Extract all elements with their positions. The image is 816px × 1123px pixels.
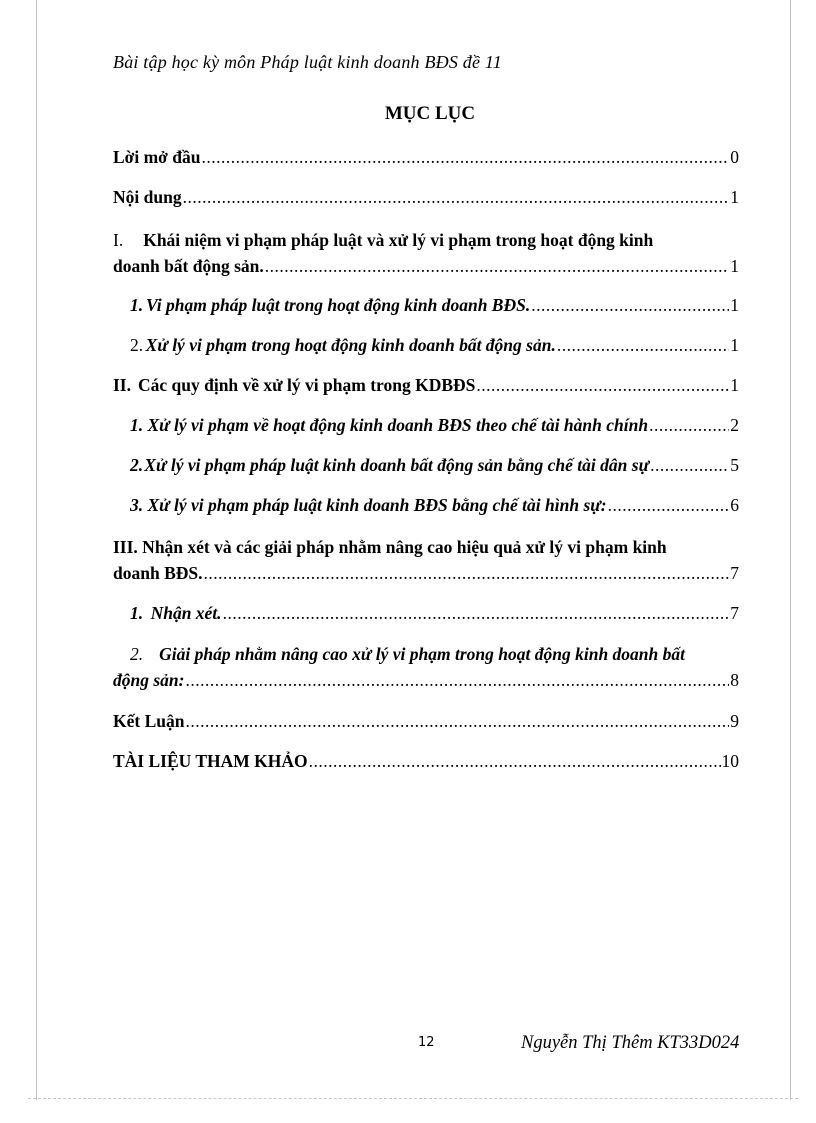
- item-number: 2.: [130, 455, 144, 475]
- leader-dots: [265, 253, 729, 279]
- leader-dots: [204, 560, 730, 586]
- footer-author: Nguyễn Thị Thêm KT33D024: [521, 1033, 740, 1053]
- page-number: 5: [730, 455, 739, 475]
- page-number: 1: [730, 335, 739, 355]
- toc-entry-conclusion[interactable]: Kết Luận ..... 9: [113, 708, 739, 734]
- toc-entry-section-2[interactable]: II. Các quy định về xử lý vi phạm trong KDBĐS ..... 1: [113, 372, 739, 398]
- section-number: I.: [113, 230, 124, 250]
- item-number: 1.: [130, 295, 144, 315]
- page-number: 1: [730, 375, 739, 395]
- page-border-bottom: [28, 1098, 798, 1099]
- toc-entry-2-3[interactable]: 3. Xử lý vi phạm pháp luật kinh doanh BĐS bằng chế tài hình sự: ..... 6: [130, 492, 739, 518]
- leader-dots: [185, 667, 729, 693]
- leader-dots: [608, 492, 730, 518]
- leader-dots: [223, 600, 730, 626]
- toc-entry-1-1[interactable]: 1. Vi phạm pháp luật trong hoạt động kinh doanh BĐS. ..... 1: [130, 292, 739, 318]
- page-border-left: [36, 0, 37, 1100]
- item-number: 1.: [130, 603, 144, 623]
- page-number: 10: [721, 751, 739, 771]
- leader-dots: [185, 708, 729, 734]
- leader-dots: [183, 184, 730, 210]
- leader-dots: [201, 144, 729, 170]
- toc-entry-intro[interactable]: Lời mở đầu ..... 0: [113, 144, 739, 170]
- toc-entry-2-1[interactable]: 1. Xử lý vi phạm về hoạt động kinh doanh BĐS theo chế tài hành chính ..... 2: [130, 412, 739, 438]
- page-number: 7: [730, 563, 739, 583]
- page-number: 6: [730, 495, 739, 515]
- page-number: 2: [730, 415, 739, 435]
- leader-dots: [531, 292, 729, 318]
- document-header: Bài tập học kỳ môn Pháp luật kinh doanh BĐS đề 11: [113, 52, 502, 72]
- leader-dots: [309, 748, 721, 774]
- page-number: 0: [730, 147, 739, 167]
- footer-page-number: 12: [418, 1035, 435, 1050]
- page-number: 9: [730, 711, 739, 731]
- page-number: 8: [730, 670, 739, 690]
- item-number: 2.: [130, 644, 144, 664]
- toc-entry-1-2[interactable]: 2. Xử lý vi phạm trong hoạt động kinh doanh bất động sản. ..... 1: [130, 332, 739, 358]
- page-number: 7: [730, 603, 739, 623]
- item-number: 2.: [130, 335, 144, 355]
- leader-dots: [476, 372, 729, 398]
- toc-entry-3-2[interactable]: 2. Giải pháp nhằm nâng cao xử lý vi phạm trong hoạt động kinh doanh bất động sản: ..... 8: [113, 641, 739, 693]
- toc-entry-content[interactable]: Nội dung ..... 1: [113, 184, 739, 210]
- toc-entry-2-2[interactable]: 2. Xử lý vi phạm pháp luật kinh doanh bất động sản bằng chế tài dân sự ..... 5: [130, 452, 739, 478]
- page-border-right: [790, 0, 791, 1100]
- toc-entry-3-1[interactable]: 1. Nhận xét. ..... 7: [130, 600, 739, 626]
- toc-entry-section-3[interactable]: III. Nhận xét và các giải pháp nhằm nâng cao hiệu quả xử lý vi phạm kinh doanh BĐS. ..... 7: [113, 534, 739, 586]
- page-number: 1: [730, 256, 739, 276]
- leader-dots: [649, 412, 729, 438]
- toc-title: MỤC LỤC: [384, 103, 476, 124]
- page-number: 1: [730, 187, 739, 207]
- page-number: 1: [730, 295, 739, 315]
- toc-entry-section-1[interactable]: I. Khái niệm vi phạm pháp luật và xử lý vi phạm trong hoạt động kinh doanh bất động sản. ..... 1: [113, 227, 739, 279]
- section-number: II.: [113, 375, 131, 395]
- leader-dots: [650, 452, 729, 478]
- toc-entry-references[interactable]: TÀI LIỆU THAM KHẢO ..... 10: [113, 748, 739, 774]
- leader-dots: [557, 332, 729, 358]
